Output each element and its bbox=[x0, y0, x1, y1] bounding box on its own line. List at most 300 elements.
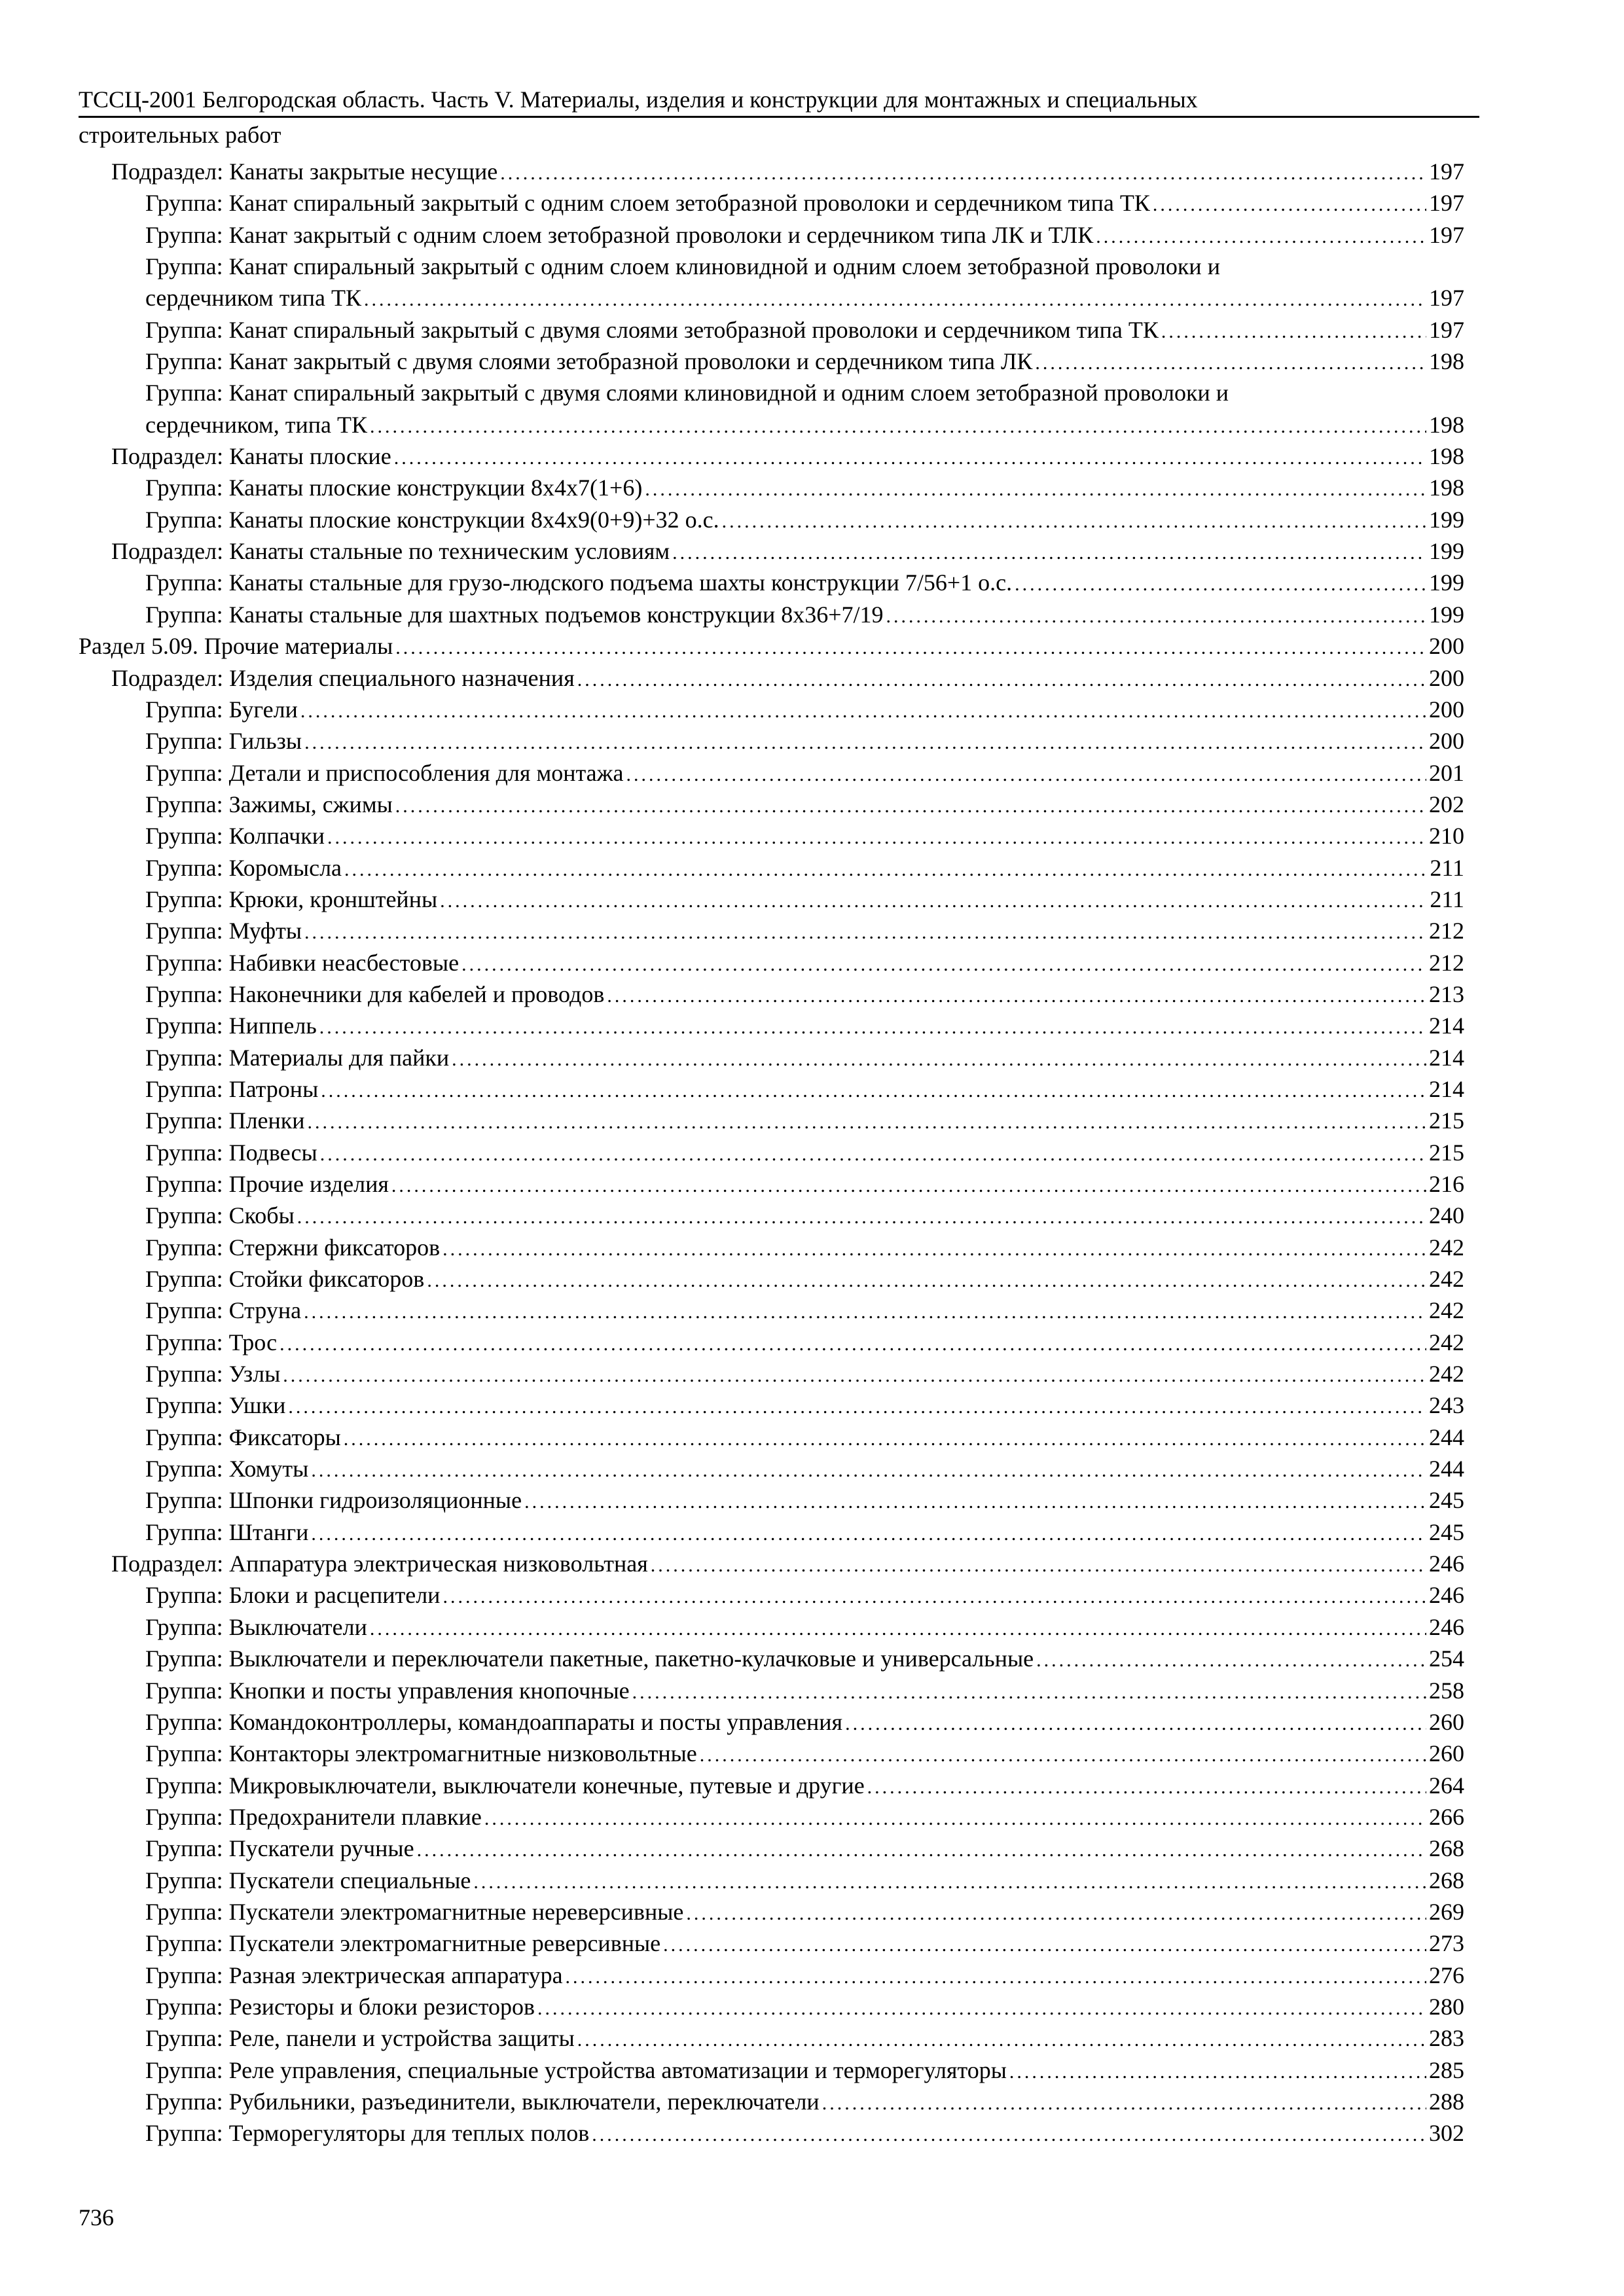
toc-entry-page: 198 bbox=[1429, 411, 1464, 438]
toc-group bbox=[0, 915, 1624, 946]
toc-entry-row bbox=[145, 2054, 1464, 2088]
toc-group bbox=[0, 1295, 1624, 1326]
table-of-contents bbox=[0, 156, 1624, 2149]
dot-leader bbox=[867, 1772, 1426, 1803]
toc-entry-page: 211 bbox=[1430, 886, 1464, 912]
dot-leader bbox=[300, 696, 1426, 727]
toc-entry-row bbox=[145, 1960, 1464, 1993]
toc-entry-row bbox=[111, 156, 1464, 189]
toc-entry-title: Подраздел: Канаты закрытые несущие bbox=[111, 158, 498, 185]
toc-subsection bbox=[0, 662, 1624, 694]
toc-entry-title: Группа: Шпонки гидроизоляционные bbox=[145, 1487, 522, 1514]
toc-entry-page: 245 bbox=[1429, 1487, 1464, 1514]
toc-entry-title: Группа: Материалы для пайки bbox=[145, 1044, 450, 1071]
dot-leader bbox=[537, 1993, 1426, 2024]
toc-entry-row bbox=[111, 535, 1464, 569]
toc-entry-title: Подраздел: Канаты плоские bbox=[111, 443, 391, 470]
toc-group bbox=[0, 1200, 1624, 1231]
dot-leader bbox=[319, 1012, 1426, 1043]
toc-entry-title: Группа: Подвесы bbox=[145, 1139, 317, 1166]
toc-entry-page: 260 bbox=[1429, 1708, 1464, 1735]
toc-entry-row bbox=[145, 1579, 1464, 1613]
toc-group bbox=[0, 852, 1624, 884]
dot-leader bbox=[577, 2024, 1426, 2056]
toc-entry-title-line1: Группа: Канат спиральный закрытый с двумя слоями клиновидной и одним слоем зетобразной проволоки и bbox=[145, 380, 1229, 406]
toc-group bbox=[0, 346, 1624, 377]
dot-leader bbox=[288, 1391, 1426, 1423]
toc-entry-row bbox=[145, 1865, 1464, 1898]
toc-group bbox=[0, 2054, 1624, 2086]
toc-entry-row bbox=[79, 630, 1464, 664]
toc-entry-page: 285 bbox=[1429, 2056, 1464, 2083]
toc-entry-title: Группа: Рубильники, разъединители, выключатели, переключатели bbox=[145, 2088, 820, 2115]
dot-leader bbox=[1096, 221, 1426, 253]
toc-entry-row bbox=[145, 314, 1464, 348]
toc-entry-row bbox=[145, 1105, 1464, 1138]
toc-entry-page: 302 bbox=[1429, 2120, 1464, 2147]
dot-leader bbox=[311, 1518, 1426, 1550]
dot-leader bbox=[1161, 316, 1426, 348]
running-header bbox=[79, 84, 1479, 118]
toc-entry-row bbox=[145, 1073, 1464, 1107]
toc-entry-title: Группа: Канат спиральный закрытый с двумя слоями зетобразной проволоки и сердечником типа ТК bbox=[145, 316, 1159, 343]
toc-entry-page: 269 bbox=[1429, 1898, 1464, 1925]
dot-leader bbox=[822, 2088, 1426, 2119]
toc-entry-page: 244 bbox=[1429, 1456, 1464, 1482]
toc-entry-row bbox=[145, 1516, 1464, 1550]
dot-leader bbox=[304, 1297, 1426, 1328]
toc-group bbox=[0, 1105, 1624, 1136]
toc-entry-title: Раздел 5.09. Прочие материалы bbox=[79, 633, 393, 660]
dot-leader bbox=[304, 727, 1426, 759]
toc-entry-row bbox=[111, 662, 1464, 696]
toc-entry-row bbox=[145, 1675, 1464, 1708]
toc-entry-page: 198 bbox=[1429, 443, 1464, 470]
toc-subsection bbox=[0, 535, 1624, 567]
toc-group bbox=[0, 1484, 1624, 1516]
toc-entry-row bbox=[145, 947, 1464, 980]
dot-leader bbox=[592, 2119, 1426, 2151]
toc-entry-title: Группа: Ушки bbox=[145, 1392, 286, 1419]
dot-leader bbox=[344, 1424, 1426, 1455]
toc-entry-title-line1: Группа: Канат спиральный закрытый с одним слоем клиновидной и одним слоем зетобразной проволоки и bbox=[145, 253, 1220, 280]
dot-leader bbox=[304, 917, 1426, 948]
dot-leader bbox=[311, 1455, 1426, 1486]
toc-group bbox=[0, 1137, 1624, 1168]
toc-group bbox=[0, 187, 1624, 219]
toc-group bbox=[0, 884, 1624, 915]
toc-entry-row bbox=[145, 1484, 1464, 1518]
toc-group bbox=[0, 599, 1624, 630]
toc-entry-row bbox=[145, 1801, 1464, 1835]
toc-entry-page: 200 bbox=[1429, 728, 1464, 755]
toc-entry-row bbox=[145, 757, 1464, 791]
toc-entry-row bbox=[145, 1643, 1464, 1676]
toc-entry-page: 197 bbox=[1429, 221, 1464, 248]
toc-entry-title: Группа: Пускатели электромагнитные реверсивные bbox=[145, 1930, 661, 1957]
toc-entry-title: Группа: Крюки, кронштейны bbox=[145, 886, 438, 912]
dot-leader bbox=[1015, 569, 1426, 600]
toc-entry-row bbox=[145, 282, 1464, 315]
toc-group bbox=[0, 1770, 1624, 1801]
toc-section bbox=[0, 630, 1624, 662]
toc-entry-page: 260 bbox=[1429, 1740, 1464, 1767]
toc-group bbox=[0, 789, 1624, 820]
toc-entry-title: Группа: Узлы bbox=[145, 1361, 281, 1388]
toc-entry-row bbox=[145, 1295, 1464, 1328]
toc-entry-title: Подраздел: Канаты стальные по техническим условиям bbox=[111, 538, 670, 565]
toc-entry-title: Группа: Канат спиральный закрытый с одним слоем зетобразной проволоки и сердечником типа ТК bbox=[145, 190, 1150, 217]
toc-entry-page: 200 bbox=[1429, 664, 1464, 691]
toc-entry-row bbox=[145, 567, 1464, 600]
toc-entry-title: Группа: Наконечники для кабелей и проводов bbox=[145, 980, 605, 1007]
toc-group bbox=[0, 1738, 1624, 1769]
dot-leader bbox=[427, 1265, 1426, 1297]
toc-entry-page: 199 bbox=[1429, 569, 1464, 596]
toc-group bbox=[0, 2117, 1624, 2149]
toc-group bbox=[0, 251, 1624, 314]
toc-group bbox=[0, 2022, 1624, 2054]
dot-leader bbox=[1035, 348, 1426, 379]
toc-group bbox=[0, 757, 1624, 789]
toc-entry-row bbox=[145, 1453, 1464, 1486]
dot-leader bbox=[1036, 1645, 1426, 1676]
toc-group bbox=[0, 1865, 1624, 1896]
dot-leader bbox=[395, 791, 1426, 822]
toc-entry-row bbox=[145, 1991, 1464, 2024]
dot-leader bbox=[440, 886, 1427, 917]
dot-leader bbox=[722, 506, 1426, 537]
toc-entry-title: Группа: Колпачки bbox=[145, 823, 325, 850]
toc-entry-row bbox=[145, 1358, 1464, 1391]
toc-entry-row bbox=[145, 1928, 1464, 1961]
toc-entry-row bbox=[145, 1232, 1464, 1265]
toc-entry-page: 240 bbox=[1429, 1202, 1464, 1229]
dot-leader bbox=[394, 442, 1426, 474]
toc-entry-page: 197 bbox=[1429, 316, 1464, 343]
toc-group bbox=[0, 219, 1624, 251]
toc-entry-row bbox=[145, 504, 1464, 537]
dot-leader bbox=[886, 601, 1426, 632]
toc-entry-title: Группа: Набивки неасбестовые bbox=[145, 949, 460, 976]
toc-entry-page: 212 bbox=[1429, 949, 1464, 976]
toc-entry-row bbox=[145, 2086, 1464, 2119]
header-title-line1: ТССЦ-2001 Белгородская область. Часть V. Материалы, изделия и конструкции для монтажных и специальных bbox=[79, 86, 1198, 113]
toc-subsection bbox=[0, 440, 1624, 472]
toc-group bbox=[0, 1801, 1624, 1833]
toc-entry-page: 246 bbox=[1429, 1582, 1464, 1609]
dot-leader bbox=[370, 1613, 1426, 1645]
toc-entry-title: Группа: Канаты стальные для грузо-людского подъема шахты конструкции 7/56+1 о.с. bbox=[145, 569, 1013, 596]
dot-leader bbox=[321, 1075, 1426, 1107]
toc-entry-page: 198 bbox=[1429, 475, 1464, 501]
toc-entry-row bbox=[145, 346, 1464, 379]
toc-entry-title: Группа: Ниппель bbox=[145, 1013, 317, 1039]
toc-entry-page: 242 bbox=[1429, 1297, 1464, 1324]
toc-entry-page: 201 bbox=[1429, 759, 1464, 786]
dot-leader bbox=[524, 1486, 1426, 1518]
toc-subsection bbox=[0, 1548, 1624, 1579]
toc-entry-title: Группа: Разная электрическая аппаратура bbox=[145, 1962, 563, 1988]
dot-leader bbox=[280, 1329, 1426, 1360]
toc-entry-page: 254 bbox=[1429, 1645, 1464, 1672]
dot-leader bbox=[686, 1898, 1426, 1929]
toc-group bbox=[0, 1896, 1624, 1928]
toc-entry-page: 213 bbox=[1429, 980, 1464, 1007]
toc-entry-page: 264 bbox=[1429, 1772, 1464, 1799]
toc-entry-title: сердечником типа ТК bbox=[145, 285, 361, 312]
dot-leader bbox=[473, 1867, 1426, 1898]
toc-entry-row bbox=[145, 852, 1464, 886]
toc-entry-page: 200 bbox=[1429, 696, 1464, 723]
toc-entry-title: сердечником, типа ТК bbox=[145, 411, 367, 438]
dot-leader bbox=[344, 854, 1427, 886]
toc-entry-row bbox=[145, 472, 1464, 505]
toc-entry-page: 243 bbox=[1429, 1392, 1464, 1419]
toc-group bbox=[0, 1327, 1624, 1358]
toc-group bbox=[0, 1579, 1624, 1611]
toc-entry-row bbox=[145, 1896, 1464, 1929]
toc-entry-page: 198 bbox=[1429, 348, 1464, 375]
dot-leader bbox=[577, 664, 1426, 696]
toc-group bbox=[0, 725, 1624, 757]
dot-leader bbox=[626, 759, 1426, 791]
toc-entry-title: Группа: Детали и приспособления для монтажа bbox=[145, 759, 624, 786]
toc-entry-page: 202 bbox=[1429, 791, 1464, 817]
toc-entry-page: 210 bbox=[1429, 823, 1464, 850]
toc-entry-page: 214 bbox=[1429, 1075, 1464, 1102]
toc-subsection bbox=[0, 156, 1624, 187]
dot-leader bbox=[663, 1929, 1426, 1961]
toc-entry-page: 244 bbox=[1429, 1424, 1464, 1450]
toc-entry-page: 283 bbox=[1429, 2025, 1464, 2052]
dot-leader bbox=[700, 1740, 1426, 1771]
toc-entry-page: 197 bbox=[1429, 285, 1464, 312]
toc-entry-page: 242 bbox=[1429, 1234, 1464, 1261]
toc-entry-page: 197 bbox=[1429, 158, 1464, 185]
toc-entry-row bbox=[145, 978, 1464, 1012]
toc-entry-page: 276 bbox=[1429, 1962, 1464, 1988]
toc-group bbox=[0, 1611, 1624, 1643]
toc-entry-title: Группа: Фиксаторы bbox=[145, 1424, 341, 1450]
toc-group bbox=[0, 1643, 1624, 1674]
toc-group bbox=[0, 1010, 1624, 1041]
toc-entry-page: 266 bbox=[1429, 1803, 1464, 1830]
toc-entry-title: Группа: Канаты плоские конструкции 8х4х7(1+6) bbox=[145, 475, 643, 501]
toc-entry-row bbox=[145, 219, 1464, 253]
dot-leader bbox=[364, 284, 1426, 315]
toc-group bbox=[0, 377, 1624, 440]
toc-entry-page: 258 bbox=[1429, 1677, 1464, 1704]
toc-entry-title: Группа: Хомуты bbox=[145, 1456, 309, 1482]
toc-entry-title: Группа: Трос bbox=[145, 1329, 278, 1355]
toc-entry-page: 216 bbox=[1429, 1171, 1464, 1197]
toc-entry-title: Группа: Микровыключатели, выключатели конечные, путевые и другие bbox=[145, 1772, 865, 1799]
toc-group bbox=[0, 1833, 1624, 1864]
toc-group bbox=[0, 1991, 1624, 2022]
toc-group bbox=[0, 1073, 1624, 1105]
toc-group bbox=[0, 1168, 1624, 1200]
toc-entry-title: Группа: Стойки фиксаторов bbox=[145, 1266, 425, 1293]
toc-entry-page: 242 bbox=[1429, 1361, 1464, 1388]
dot-leader bbox=[320, 1139, 1426, 1170]
toc-entry-page: 273 bbox=[1429, 1930, 1464, 1957]
toc-group bbox=[0, 978, 1624, 1010]
toc-group bbox=[0, 947, 1624, 978]
toc-entry-title: Группа: Реле, панели и устройства защиты bbox=[145, 2025, 575, 2052]
dot-leader bbox=[672, 537, 1426, 569]
toc-entry-row bbox=[145, 599, 1464, 632]
toc-entry-title: Группа: Блоки и расцепители bbox=[145, 1582, 441, 1609]
dot-leader bbox=[845, 1708, 1426, 1740]
dot-leader bbox=[391, 1170, 1426, 1202]
dot-leader bbox=[442, 1234, 1426, 1265]
toc-group bbox=[0, 1675, 1624, 1706]
dot-leader bbox=[632, 1677, 1426, 1708]
toc-group bbox=[0, 1453, 1624, 1484]
dot-leader bbox=[370, 411, 1426, 442]
dot-leader bbox=[297, 1202, 1426, 1233]
toc-entry-row bbox=[145, 1390, 1464, 1423]
toc-group bbox=[0, 504, 1624, 535]
toc-entry-page: 246 bbox=[1429, 1551, 1464, 1577]
dot-leader bbox=[452, 1044, 1426, 1075]
toc-entry-title: Группа: Прочие изделия bbox=[145, 1171, 389, 1197]
dot-leader bbox=[395, 632, 1426, 664]
page-number: 736 bbox=[79, 2204, 114, 2231]
dot-leader bbox=[651, 1550, 1426, 1581]
toc-entry-page: 288 bbox=[1429, 2088, 1464, 2115]
toc-group bbox=[0, 567, 1624, 598]
dot-leader bbox=[442, 1581, 1426, 1613]
toc-group bbox=[0, 314, 1624, 346]
toc-entry-page: 214 bbox=[1429, 1044, 1464, 1071]
toc-entry-title: Группа: Муфты bbox=[145, 918, 302, 944]
dot-leader bbox=[1153, 189, 1426, 221]
toc-entry-title: Группа: Предохранители плавкие bbox=[145, 1803, 482, 1830]
toc-entry-title: Группа: Бугели bbox=[145, 696, 298, 723]
toc-entry-row bbox=[145, 1706, 1464, 1740]
toc-entry-page: 199 bbox=[1429, 538, 1464, 565]
toc-entry-title: Группа: Пускатели ручные bbox=[145, 1835, 414, 1862]
toc-entry-page: 215 bbox=[1429, 1139, 1464, 1166]
toc-entry-row bbox=[145, 1611, 1464, 1645]
toc-entry-row bbox=[145, 915, 1464, 948]
toc-entry-row bbox=[145, 1770, 1464, 1803]
toc-entry-page: 199 bbox=[1429, 506, 1464, 533]
dot-leader bbox=[607, 980, 1426, 1012]
toc-entry-page: 200 bbox=[1429, 633, 1464, 660]
toc-entry-row bbox=[145, 1137, 1464, 1170]
toc-entry-row bbox=[145, 820, 1464, 853]
toc-entry-title: Группа: Канаты стальные для шахтных подъемов конструкции 8х36+7/19 bbox=[145, 601, 884, 628]
toc-entry-row bbox=[145, 1327, 1464, 1360]
dot-leader bbox=[1009, 2056, 1426, 2088]
dot-leader bbox=[500, 158, 1426, 189]
toc-group bbox=[0, 1706, 1624, 1738]
toc-entry-row bbox=[111, 440, 1464, 474]
toc-entry-row bbox=[145, 884, 1464, 917]
toc-entry-title: Группа: Контакторы электромагнитные низковольтные bbox=[145, 1740, 697, 1767]
toc-entry-row bbox=[145, 2022, 1464, 2056]
toc-group bbox=[0, 820, 1624, 852]
toc-entry-title: Подраздел: Аппаратура электрическая низковольтная bbox=[111, 1551, 648, 1577]
toc-entry-row bbox=[145, 789, 1464, 822]
toc-entry-page: 246 bbox=[1429, 1613, 1464, 1640]
toc-entry-title: Группа: Пускатели электромагнитные нереверсивные bbox=[145, 1898, 684, 1925]
dot-leader bbox=[484, 1803, 1426, 1835]
toc-entry-title: Группа: Коромысла bbox=[145, 854, 342, 881]
toc-entry-row bbox=[145, 725, 1464, 759]
toc-entry-title: Группа: Штанги bbox=[145, 1518, 309, 1545]
toc-entry-title: Группа: Канат закрытый с одним слоем зетобразной проволоки и сердечником типа ЛК и ТЛК bbox=[145, 221, 1094, 248]
toc-entry-title: Группа: Выключатели bbox=[145, 1613, 367, 1640]
toc-group bbox=[0, 694, 1624, 725]
toc-group bbox=[0, 1516, 1624, 1548]
toc-entry-row bbox=[145, 1422, 1464, 1455]
toc-entry-title: Группа: Гильзы bbox=[145, 728, 302, 755]
toc-entry-row bbox=[145, 1833, 1464, 1866]
toc-group bbox=[0, 1042, 1624, 1073]
toc-entry-title: Группа: Командоконтроллеры, командоаппараты и посты управления bbox=[145, 1708, 843, 1735]
toc-entry-row bbox=[145, 187, 1464, 221]
toc-entry-row bbox=[145, 409, 1464, 442]
toc-entry-row bbox=[145, 2117, 1464, 2151]
toc-entry-title: Группа: Зажимы, сжимы bbox=[145, 791, 393, 817]
toc-group bbox=[0, 2086, 1624, 2117]
dot-leader bbox=[327, 822, 1426, 853]
dot-leader bbox=[308, 1107, 1426, 1138]
toc-group bbox=[0, 1390, 1624, 1421]
toc-entry-row bbox=[145, 1200, 1464, 1233]
toc-entry-page: 214 bbox=[1429, 1013, 1464, 1039]
toc-entry-title: Группа: Резисторы и блоки резисторов bbox=[145, 1993, 535, 2020]
toc-entry-page: 211 bbox=[1430, 854, 1464, 881]
toc-entry-title: Группа: Скобы bbox=[145, 1202, 295, 1229]
toc-entry-page: 268 bbox=[1429, 1867, 1464, 1893]
toc-entry-row bbox=[111, 1548, 1464, 1581]
toc-entry-page: 199 bbox=[1429, 601, 1464, 628]
toc-entry-row bbox=[145, 1263, 1464, 1297]
toc-entry-title: Группа: Канаты плоские конструкции 8х4х9(0+9)+32 о.с. bbox=[145, 506, 719, 533]
toc-group bbox=[0, 1263, 1624, 1295]
dot-leader bbox=[566, 1962, 1426, 1993]
toc-entry-title: Группа: Стержни фиксаторов bbox=[145, 1234, 441, 1261]
toc-entry-row bbox=[145, 694, 1464, 727]
toc-group bbox=[0, 1422, 1624, 1453]
toc-entry-page: 268 bbox=[1429, 1835, 1464, 1862]
toc-group bbox=[0, 1358, 1624, 1390]
toc-entry-page: 215 bbox=[1429, 1107, 1464, 1134]
toc-entry-title: Группа: Терморегуляторы для теплых полов bbox=[145, 2120, 590, 2147]
toc-entry-page: 280 bbox=[1429, 1993, 1464, 2020]
toc-entry-title: Группа: Струна bbox=[145, 1297, 302, 1324]
toc-group bbox=[0, 1928, 1624, 1959]
toc-entry-title: Группа: Пускатели специальные bbox=[145, 1867, 471, 1893]
toc-entry-title: Группа: Канат закрытый с двумя слоями зетобразной проволоки и сердечником типа ЛК bbox=[145, 348, 1033, 375]
toc-entry-page: 245 bbox=[1429, 1518, 1464, 1545]
dot-leader bbox=[283, 1360, 1426, 1391]
toc-entry-title: Группа: Патроны bbox=[145, 1075, 319, 1102]
toc-entry-page: 242 bbox=[1429, 1329, 1464, 1355]
toc-entry-row bbox=[145, 1042, 1464, 1075]
toc-entry-page: 212 bbox=[1429, 918, 1464, 944]
dot-leader bbox=[417, 1835, 1426, 1866]
toc-entry-title: Группа: Пленки bbox=[145, 1107, 305, 1134]
header-title-line2: строительных работ bbox=[79, 122, 281, 148]
toc-entry-page: 242 bbox=[1429, 1266, 1464, 1293]
toc-group bbox=[0, 1232, 1624, 1263]
